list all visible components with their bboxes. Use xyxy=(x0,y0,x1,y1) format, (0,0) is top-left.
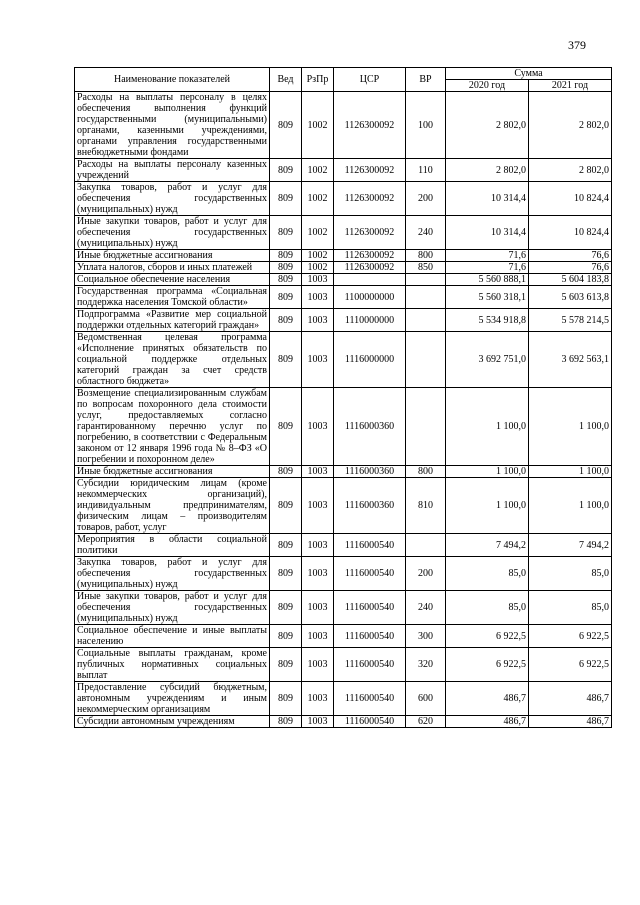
row-ved: 809 xyxy=(270,388,302,466)
table-row xyxy=(75,159,612,182)
row-csr xyxy=(334,274,406,286)
row-rzpr: 1002 xyxy=(302,159,334,182)
row-ved: 809 xyxy=(270,478,302,534)
row-name: Закупка товаров, работ и услуг для обеспечения государственных (муниципальных) нужд xyxy=(75,182,270,216)
row-amount-2020: 486,7 xyxy=(446,682,529,716)
row-rzpr: 1003 xyxy=(302,534,334,557)
row-amount-2020: 71,6 xyxy=(446,262,529,274)
row-amount-2021: 486,7 xyxy=(529,682,612,716)
row-vr: 600 xyxy=(406,682,446,716)
row-name: Субсидии автономным учреждениям xyxy=(75,716,270,728)
row-amount-2021: 2 802,0 xyxy=(529,92,612,159)
row-rzpr: 1003 xyxy=(302,466,334,478)
table-row xyxy=(75,286,612,309)
row-rzpr: 1002 xyxy=(302,182,334,216)
table-row xyxy=(75,478,612,534)
row-amount-2021: 10 824,4 xyxy=(529,216,612,250)
row-amount-2020: 10 314,4 xyxy=(446,182,529,216)
row-amount-2021: 1 100,0 xyxy=(529,388,612,466)
row-ved: 809 xyxy=(270,159,302,182)
row-name: Социальное обеспечение населения xyxy=(75,274,270,286)
row-amount-2020: 5 560 888,1 xyxy=(446,274,529,286)
row-rzpr: 1003 xyxy=(302,648,334,682)
row-rzpr: 1003 xyxy=(302,332,334,388)
row-ved: 809 xyxy=(270,274,302,286)
row-name: Социальное обеспечение и иные выплаты населению xyxy=(75,625,270,648)
row-amount-2020: 7 494,2 xyxy=(446,534,529,557)
row-amount-2021: 2 802,0 xyxy=(529,159,612,182)
header-csr: ЦСР xyxy=(334,68,406,92)
row-rzpr: 1003 xyxy=(302,309,334,332)
row-vr: 240 xyxy=(406,591,446,625)
row-name: Мероприятия в области социальной политики xyxy=(75,534,270,557)
row-ved: 809 xyxy=(270,466,302,478)
row-ved: 809 xyxy=(270,591,302,625)
row-amount-2021: 5 578 214,5 xyxy=(529,309,612,332)
header-name: Наименование показателей xyxy=(75,68,270,92)
header-rzpr: РзПр xyxy=(302,68,334,92)
row-vr xyxy=(406,332,446,388)
row-name: Расходы на выплаты персоналу казенных учреждений xyxy=(75,159,270,182)
row-rzpr: 1003 xyxy=(302,388,334,466)
page-number: 379 xyxy=(568,38,586,52)
row-csr: 1126300092 xyxy=(334,92,406,159)
row-amount-2021: 5 604 183,8 xyxy=(529,274,612,286)
row-name: Ведомственная целевая программа «Исполнение принятых обязательств по социальной поддержке отдельных категорий граждан за счет средств областного бюджета» xyxy=(75,332,270,388)
row-ved: 809 xyxy=(270,716,302,728)
budget-table xyxy=(74,67,612,728)
row-amount-2021: 1 100,0 xyxy=(529,478,612,534)
row-amount-2021: 85,0 xyxy=(529,557,612,591)
row-csr: 1116000360 xyxy=(334,388,406,466)
row-csr: 1100000000 xyxy=(334,286,406,309)
row-csr: 1116000000 xyxy=(334,332,406,388)
table-row xyxy=(75,274,612,286)
table-row xyxy=(75,682,612,716)
row-csr: 1126300092 xyxy=(334,262,406,274)
row-ved: 809 xyxy=(270,262,302,274)
table-row xyxy=(75,625,612,648)
row-amount-2020: 2 802,0 xyxy=(446,92,529,159)
table-row xyxy=(75,466,612,478)
row-ved: 809 xyxy=(270,216,302,250)
row-vr xyxy=(406,274,446,286)
row-ved: 809 xyxy=(270,625,302,648)
row-rzpr: 1003 xyxy=(302,274,334,286)
row-csr: 1116000540 xyxy=(334,682,406,716)
row-amount-2020: 10 314,4 xyxy=(446,216,529,250)
row-amount-2020: 71,6 xyxy=(446,250,529,262)
row-name: Субсидии юридическим лицам (кроме некоммерческих организаций), индивидуальным предпринимателям, физическим лицам – производителям товаров, работ, услуг xyxy=(75,478,270,534)
row-csr: 1116000360 xyxy=(334,478,406,534)
row-amount-2021: 76,6 xyxy=(529,250,612,262)
row-csr: 1116000540 xyxy=(334,591,406,625)
table-row xyxy=(75,92,612,159)
row-vr xyxy=(406,388,446,466)
table-row xyxy=(75,534,612,557)
row-csr: 1110000000 xyxy=(334,309,406,332)
row-amount-2021: 85,0 xyxy=(529,591,612,625)
row-csr: 1116000540 xyxy=(334,534,406,557)
row-amount-2020: 3 692 751,0 xyxy=(446,332,529,388)
row-name: Подпрограмма «Развитие мер социальной поддержки отдельных категорий граждан» xyxy=(75,309,270,332)
row-vr: 620 xyxy=(406,716,446,728)
row-amount-2021: 3 692 563,1 xyxy=(529,332,612,388)
row-ved: 809 xyxy=(270,648,302,682)
row-amount-2020: 85,0 xyxy=(446,557,529,591)
row-amount-2020: 1 100,0 xyxy=(446,466,529,478)
table-row xyxy=(75,262,612,274)
row-rzpr: 1002 xyxy=(302,216,334,250)
row-rzpr: 1003 xyxy=(302,682,334,716)
row-vr: 200 xyxy=(406,182,446,216)
row-amount-2021: 6 922,5 xyxy=(529,648,612,682)
row-rzpr: 1003 xyxy=(302,625,334,648)
row-name: Иные бюджетные ассигнования xyxy=(75,466,270,478)
row-name: Государственная программа «Социальная поддержка населения Томской области» xyxy=(75,286,270,309)
row-amount-2021: 6 922,5 xyxy=(529,625,612,648)
row-amount-2021: 1 100,0 xyxy=(529,466,612,478)
row-vr xyxy=(406,286,446,309)
row-ved: 809 xyxy=(270,557,302,591)
row-csr: 1126300092 xyxy=(334,250,406,262)
row-amount-2020: 6 922,5 xyxy=(446,648,529,682)
row-ved: 809 xyxy=(270,332,302,388)
row-rzpr: 1003 xyxy=(302,286,334,309)
row-name: Иные закупки товаров, работ и услуг для обеспечения государственных (муниципальных) нужд xyxy=(75,591,270,625)
row-rzpr: 1003 xyxy=(302,557,334,591)
row-vr: 800 xyxy=(406,466,446,478)
row-ved: 809 xyxy=(270,250,302,262)
row-amount-2021: 7 494,2 xyxy=(529,534,612,557)
table-row xyxy=(75,591,612,625)
row-amount-2021: 10 824,4 xyxy=(529,182,612,216)
row-vr xyxy=(406,309,446,332)
row-vr: 300 xyxy=(406,625,446,648)
row-rzpr: 1002 xyxy=(302,92,334,159)
row-amount-2021: 5 603 613,8 xyxy=(529,286,612,309)
row-csr: 1126300092 xyxy=(334,182,406,216)
table-row xyxy=(75,716,612,728)
row-amount-2020: 1 100,0 xyxy=(446,388,529,466)
table-row xyxy=(75,557,612,591)
row-name: Иные закупки товаров, работ и услуг для обеспечения государственных (муниципальных) нужд xyxy=(75,216,270,250)
row-rzpr: 1002 xyxy=(302,250,334,262)
row-amount-2020: 5 534 918,8 xyxy=(446,309,529,332)
row-ved: 809 xyxy=(270,92,302,159)
row-amount-2020: 2 802,0 xyxy=(446,159,529,182)
row-vr: 110 xyxy=(406,159,446,182)
table-row xyxy=(75,332,612,388)
row-rzpr: 1003 xyxy=(302,478,334,534)
header-ved: Вед xyxy=(270,68,302,92)
table-row xyxy=(75,388,612,466)
row-ved: 809 xyxy=(270,286,302,309)
table-row xyxy=(75,182,612,216)
row-csr: 1116000540 xyxy=(334,716,406,728)
row-amount-2020: 486,7 xyxy=(446,716,529,728)
header-vr: ВР xyxy=(406,68,446,92)
row-name: Социальные выплаты гражданам, кроме публичных нормативных социальных выплат xyxy=(75,648,270,682)
row-amount-2021: 76,6 xyxy=(529,262,612,274)
table-row xyxy=(75,648,612,682)
row-amount-2021: 486,7 xyxy=(529,716,612,728)
row-name: Расходы на выплаты персоналу в целях обеспечения выполнения функций государственными (муниципальными) органами, казенными учреждениями, органами управления государственными внебюджетными фондами xyxy=(75,92,270,159)
table-row xyxy=(75,309,612,332)
row-amount-2020: 1 100,0 xyxy=(446,478,529,534)
table-row xyxy=(75,216,612,250)
row-ved: 809 xyxy=(270,182,302,216)
row-csr: 1126300092 xyxy=(334,159,406,182)
row-name: Возмещение специализированным службам по вопросам похоронного дела стоимости услуг, предоставляемых согласно гарантированному перечню услуг по погребению, в соответствии с Федеральным законом от 12 января 1996 года № 8–ФЗ «О погребении и похоронном деле» xyxy=(75,388,270,466)
row-rzpr: 1002 xyxy=(302,262,334,274)
row-vr: 320 xyxy=(406,648,446,682)
row-csr: 1126300092 xyxy=(334,216,406,250)
row-name: Закупка товаров, работ и услуг для обеспечения государственных (муниципальных) нужд xyxy=(75,557,270,591)
row-ved: 809 xyxy=(270,309,302,332)
row-vr: 810 xyxy=(406,478,446,534)
row-vr: 850 xyxy=(406,262,446,274)
table-row xyxy=(75,250,612,262)
row-csr: 1116000540 xyxy=(334,625,406,648)
header-2020: 2020 год xyxy=(446,80,529,92)
row-name: Уплата налогов, сборов и иных платежей xyxy=(75,262,270,274)
row-vr xyxy=(406,534,446,557)
row-vr: 800 xyxy=(406,250,446,262)
header-2021: 2021 год xyxy=(529,80,612,92)
row-csr: 1116000540 xyxy=(334,648,406,682)
row-rzpr: 1003 xyxy=(302,716,334,728)
row-vr: 200 xyxy=(406,557,446,591)
row-vr: 240 xyxy=(406,216,446,250)
row-vr: 100 xyxy=(406,92,446,159)
row-csr: 1116000360 xyxy=(334,466,406,478)
row-amount-2020: 85,0 xyxy=(446,591,529,625)
row-amount-2020: 6 922,5 xyxy=(446,625,529,648)
row-ved: 809 xyxy=(270,534,302,557)
row-ved: 809 xyxy=(270,682,302,716)
header-sum: Сумма xyxy=(446,68,612,80)
row-csr: 1116000540 xyxy=(334,557,406,591)
row-rzpr: 1003 xyxy=(302,591,334,625)
row-name: Иные бюджетные ассигнования xyxy=(75,250,270,262)
row-amount-2020: 5 560 318,1 xyxy=(446,286,529,309)
row-name: Предоставление субсидий бюджетным, автономным учреждениям и иным некоммерческим организациям xyxy=(75,682,270,716)
